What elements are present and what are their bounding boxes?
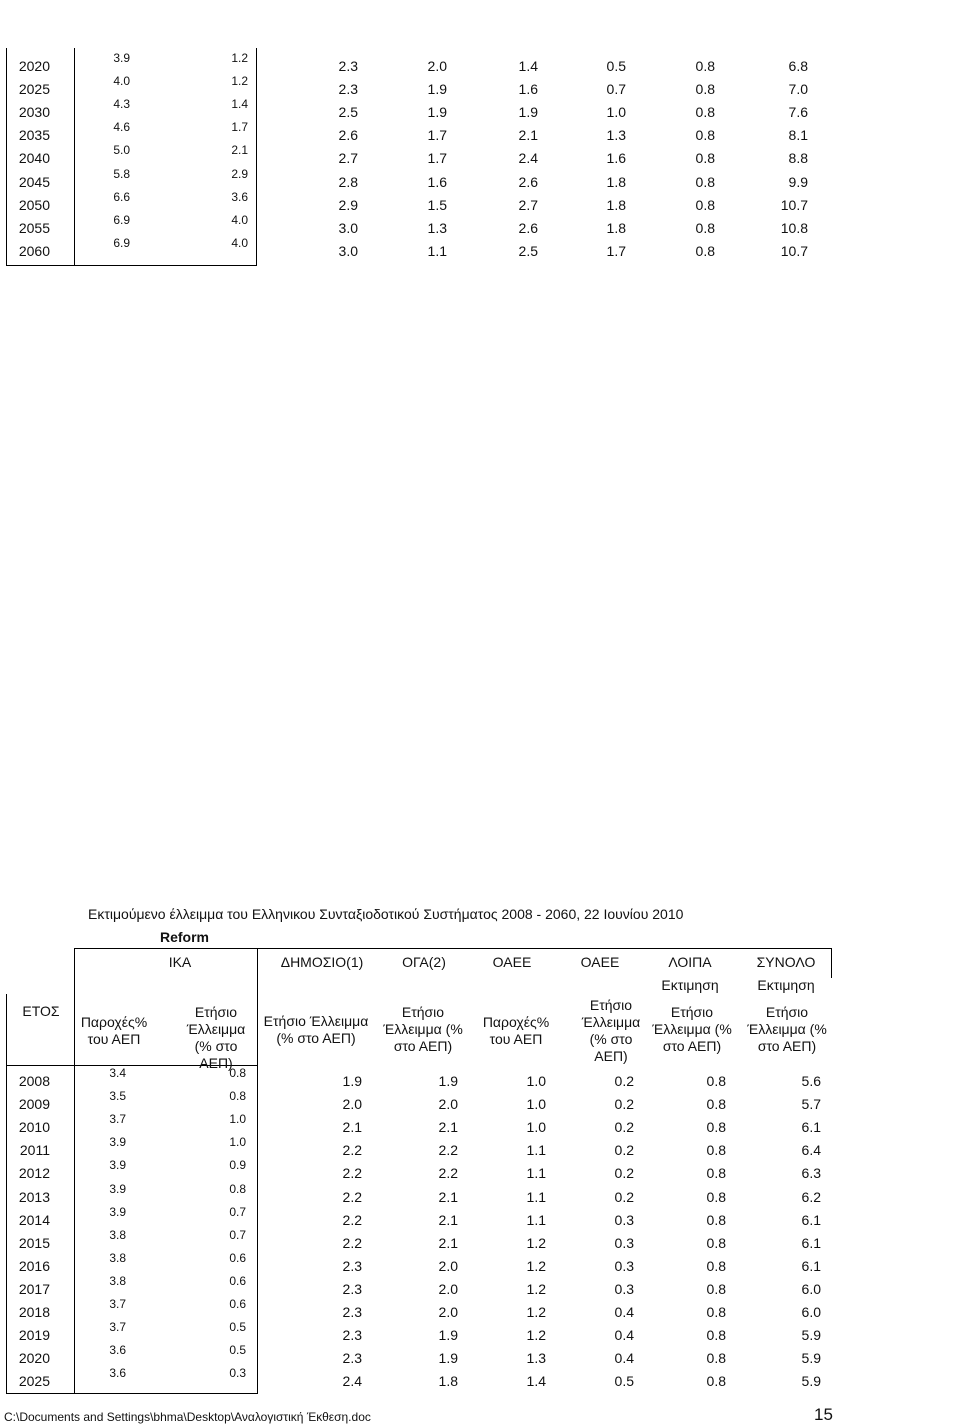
total-deficit-cell: 6.3 xyxy=(801,1165,821,1182)
subheader-oga-deficit: Ετήσιο Έλλειμμα (% στο ΑΕΠ) xyxy=(383,1004,463,1054)
table-title: Εκτιμούμενο έλλειμμα του Ελληνικου Συνταξιοδοτικού Συστήματος 2008 - 2060, 22 Ιουνίου 2010 xyxy=(88,906,684,922)
ika-deficit-cell: 0.6 xyxy=(229,1297,246,1311)
ika-deficit-cell: 0.7 xyxy=(229,1227,246,1242)
total-deficit-cell: 10.7 xyxy=(780,196,808,213)
total-deficit-cell: 6.2 xyxy=(801,1188,821,1205)
loipa-deficit-cell: 0.8 xyxy=(706,1350,726,1367)
ika-provisions-cell: 3.8 xyxy=(109,1273,126,1288)
year-cell: 2017 xyxy=(18,1280,50,1297)
dimosio-deficit-cell: 2.6 xyxy=(338,127,358,144)
loipa-deficit-cell: 0.8 xyxy=(706,1165,726,1182)
total-deficit-cell: 6.1 xyxy=(801,1234,821,1251)
ika-provisions-cell: 6.9 xyxy=(113,212,130,227)
dimosio-deficit-cell: 3.0 xyxy=(338,242,358,259)
subheader-ika-provisions: Παροχές% του ΑΕΠ xyxy=(80,1014,148,1047)
oaee-provisions-cell: 1.2 xyxy=(526,1327,546,1344)
ika-deficit-cell: 0.6 xyxy=(229,1250,246,1265)
oga-deficit-cell: 2.0 xyxy=(427,58,447,74)
oaee-deficit-cell: 1.8 xyxy=(606,196,626,213)
year-header: ΕΤΟΣ xyxy=(22,1003,60,1019)
reform-label: Reform xyxy=(160,929,210,945)
year-cell: 2025 xyxy=(18,81,50,98)
ika-provisions-cell: 5.8 xyxy=(113,166,130,181)
total-deficit-cell: 6.0 xyxy=(801,1304,821,1320)
total-deficit-cell: 10.8 xyxy=(780,219,808,236)
subheader-oaee-deficit: Ετήσιο Έλλειμμα (% στο ΑΕΠ) xyxy=(581,997,641,1064)
dimosio-deficit-cell: 2.8 xyxy=(338,173,358,190)
loipa-deficit-cell: 0.8 xyxy=(706,1142,726,1159)
ika-deficit-cell: 1.2 xyxy=(231,74,248,89)
table1-divider xyxy=(74,48,75,266)
ika-deficit-cell: 1.2 xyxy=(231,51,248,65)
dimosio-deficit-cell: 2.7 xyxy=(338,150,358,167)
year-cell: 2010 xyxy=(18,1119,50,1136)
table1-divider xyxy=(256,48,257,266)
subheader-loipa-deficit: Ετήσιο Έλλειμμα (% στο ΑΕΠ) xyxy=(652,1004,732,1054)
oaee-deficit-cell: 0.3 xyxy=(614,1211,634,1228)
dimosio-deficit-cell: 2.2 xyxy=(342,1142,362,1159)
total-deficit-cell: 8.8 xyxy=(788,150,808,167)
ika-provisions-cell: 5.0 xyxy=(113,143,130,158)
table1-bottom-border xyxy=(6,265,257,266)
year-cell: 2020 xyxy=(18,1350,50,1367)
oaee-deficit-cell: 0.2 xyxy=(614,1073,634,1089)
ika-deficit-cell: 0.8 xyxy=(229,1066,246,1080)
oaee-provisions-cell: 1.2 xyxy=(526,1280,546,1297)
oga-deficit-cell: 1.9 xyxy=(438,1350,458,1367)
year-cell: 2040 xyxy=(18,150,50,167)
loipa-deficit-cell: 0.8 xyxy=(706,1211,726,1228)
dimosio-deficit-cell: 2.3 xyxy=(342,1280,362,1297)
oga-deficit-cell: 2.1 xyxy=(438,1119,458,1136)
dimosio-deficit-cell: 2.3 xyxy=(342,1327,362,1344)
ika-provisions-cell: 4.0 xyxy=(113,74,130,89)
loipa-deficit-cell: 0.8 xyxy=(706,1119,726,1136)
oaee-deficit-cell: 0.4 xyxy=(614,1304,634,1320)
ika-provisions-cell: 3.9 xyxy=(109,1158,126,1173)
total-deficit-cell: 10.7 xyxy=(780,242,808,259)
loipa-deficit-cell: 0.8 xyxy=(695,219,715,236)
subheader-oaee-provisions: Παροχές% του ΑΕΠ xyxy=(482,1014,550,1047)
oaee-provisions-cell: 1.4 xyxy=(518,58,538,74)
ika-provisions-cell: 3.5 xyxy=(109,1089,126,1104)
dimosio-deficit-cell: 1.9 xyxy=(342,1073,362,1089)
loipa-deficit-cell: 0.8 xyxy=(706,1096,726,1113)
total-deficit-cell: 5.6 xyxy=(801,1073,821,1089)
oaee-provisions-cell: 1.0 xyxy=(526,1119,546,1136)
year-cell: 2055 xyxy=(18,219,50,236)
oaee-provisions-cell: 1.1 xyxy=(526,1142,546,1159)
total-deficit-cell: 6.0 xyxy=(801,1280,821,1297)
dimosio-deficit-cell: 2.0 xyxy=(342,1096,362,1113)
oaee-deficit-cell: 0.2 xyxy=(614,1142,634,1159)
oga-deficit-cell: 1.7 xyxy=(427,127,447,144)
dimosio-deficit-cell: 2.3 xyxy=(342,1257,362,1274)
loipa-deficit-cell: 0.8 xyxy=(706,1280,726,1297)
ika-deficit-cell: 3.6 xyxy=(231,189,248,204)
table2-top-border xyxy=(74,948,832,949)
ika-provisions-cell: 3.7 xyxy=(109,1112,126,1127)
ika-provisions-cell: 3.6 xyxy=(109,1366,126,1381)
table2-bottom-border xyxy=(6,1393,258,1394)
total-deficit-cell: 5.9 xyxy=(801,1350,821,1367)
oaee-provisions-cell: 2.1 xyxy=(518,127,538,144)
total-deficit-cell: 6.4 xyxy=(801,1142,821,1159)
loipa-deficit-cell: 0.8 xyxy=(706,1373,726,1390)
ika-provisions-cell: 3.9 xyxy=(109,1204,126,1219)
ika-deficit-cell: 0.7 xyxy=(229,1204,246,1219)
year-cell: 2015 xyxy=(18,1234,50,1251)
loipa-deficit-cell: 0.8 xyxy=(706,1188,726,1205)
loipa-deficit-cell: 0.8 xyxy=(695,196,715,213)
oaee-provisions-cell: 1.2 xyxy=(526,1257,546,1274)
oaee-deficit-cell: 0.3 xyxy=(614,1280,634,1297)
oga-deficit-cell: 1.9 xyxy=(427,104,447,121)
oaee-deficit-cell: 0.4 xyxy=(614,1350,634,1367)
year-cell: 2014 xyxy=(18,1211,50,1228)
loipa-deficit-cell: 0.8 xyxy=(706,1327,726,1344)
oaee-deficit-cell: 1.3 xyxy=(606,127,626,144)
ika-deficit-cell: 1.0 xyxy=(229,1135,246,1150)
ika-provisions-cell: 4.6 xyxy=(113,120,130,135)
oaee-deficit-cell: 0.3 xyxy=(614,1257,634,1274)
ika-provisions-cell: 3.6 xyxy=(109,1343,126,1358)
total-deficit-cell: 7.0 xyxy=(788,81,808,98)
oga-deficit-cell: 1.9 xyxy=(438,1327,458,1344)
group-header-dimosio: ΔΗΜΟΣΙΟ(1) xyxy=(280,954,364,970)
loipa-deficit-cell: 0.8 xyxy=(695,81,715,98)
ika-provisions-cell: 3.8 xyxy=(109,1227,126,1242)
ika-deficit-cell: 4.0 xyxy=(231,235,248,250)
loipa-deficit-cell: 0.8 xyxy=(695,104,715,121)
oga-deficit-cell: 1.6 xyxy=(427,173,447,190)
estimate-label: Εκτιμηση xyxy=(661,977,719,993)
ika-deficit-cell: 4.0 xyxy=(231,212,248,227)
loipa-deficit-cell: 0.8 xyxy=(706,1234,726,1251)
total-deficit-cell: 7.6 xyxy=(788,104,808,121)
ika-provisions-cell: 3.7 xyxy=(109,1320,126,1335)
ika-deficit-cell: 1.4 xyxy=(231,97,248,112)
oga-deficit-cell: 1.1 xyxy=(427,242,447,259)
ika-deficit-cell: 2.1 xyxy=(231,143,248,158)
oaee-provisions-cell: 1.0 xyxy=(526,1073,546,1089)
oga-deficit-cell: 2.1 xyxy=(438,1211,458,1228)
ika-deficit-cell: 0.3 xyxy=(229,1366,246,1381)
oaee-deficit-cell: 1.6 xyxy=(606,150,626,167)
table2-divider xyxy=(257,948,258,1394)
ika-deficit-cell: 1.7 xyxy=(231,120,248,135)
oaee-deficit-cell: 1.7 xyxy=(606,242,626,259)
oga-deficit-cell: 1.5 xyxy=(427,196,447,213)
oaee-provisions-cell: 2.5 xyxy=(518,242,538,259)
total-deficit-cell: 5.7 xyxy=(801,1096,821,1113)
oga-deficit-cell: 1.9 xyxy=(438,1073,458,1089)
oaee-deficit-cell: 0.5 xyxy=(614,1373,634,1390)
year-cell: 2045 xyxy=(18,173,50,190)
year-cell: 2060 xyxy=(18,242,50,259)
oaee-deficit-cell: 1.0 xyxy=(606,104,626,121)
year-cell: 2012 xyxy=(18,1165,50,1182)
oaee-deficit-cell: 0.2 xyxy=(614,1096,634,1113)
ika-deficit-cell: 0.8 xyxy=(229,1089,246,1104)
oaee-deficit-cell: 1.8 xyxy=(606,219,626,236)
total-deficit-cell: 6.1 xyxy=(801,1119,821,1136)
oaee-provisions-cell: 2.6 xyxy=(518,219,538,236)
oaee-provisions-cell: 1.1 xyxy=(526,1211,546,1228)
group-header-oaee: ΟΑΕΕ xyxy=(580,954,620,970)
year-cell: 2011 xyxy=(19,1142,50,1159)
oaee-deficit-cell: 1.8 xyxy=(606,173,626,190)
group-header-loipa: ΛΟΙΠΑ xyxy=(668,954,712,970)
group-header-synolo: ΣΥΝΟΛΟ xyxy=(756,954,816,970)
year-cell: 2035 xyxy=(18,127,50,144)
oaee-provisions-cell: 1.1 xyxy=(526,1188,546,1205)
ika-deficit-cell: 2.9 xyxy=(231,166,248,181)
total-deficit-cell: 5.9 xyxy=(801,1373,821,1390)
oga-deficit-cell: 2.2 xyxy=(438,1165,458,1182)
oga-deficit-cell: 2.1 xyxy=(438,1188,458,1205)
loipa-deficit-cell: 0.8 xyxy=(706,1257,726,1274)
loipa-deficit-cell: 0.8 xyxy=(695,127,715,144)
ika-provisions-cell: 3.9 xyxy=(109,1135,126,1150)
oaee-provisions-cell: 1.4 xyxy=(526,1373,546,1390)
table2-right-border xyxy=(831,948,832,978)
oaee-provisions-cell: 2.7 xyxy=(518,196,538,213)
year-cell: 2009 xyxy=(18,1096,50,1113)
ika-deficit-cell: 0.5 xyxy=(229,1320,246,1335)
ika-deficit-cell: 1.0 xyxy=(229,1112,246,1127)
oaee-deficit-cell: 0.5 xyxy=(606,58,626,74)
oaee-provisions-cell: 1.2 xyxy=(526,1304,546,1320)
dimosio-deficit-cell: 2.3 xyxy=(338,81,358,98)
page-number: 15 xyxy=(814,1405,833,1424)
loipa-deficit-cell: 0.8 xyxy=(706,1304,726,1320)
ika-deficit-cell: 0.8 xyxy=(229,1181,246,1196)
year-cell: 2030 xyxy=(18,104,50,121)
ika-provisions-cell: 3.9 xyxy=(113,51,130,65)
subheader-total-deficit: Ετήσιο Έλλειμμα (% στο ΑΕΠ) xyxy=(747,1004,827,1054)
dimosio-deficit-cell: 2.5 xyxy=(338,104,358,121)
year-cell: 2013 xyxy=(18,1188,50,1205)
year-cell: 2018 xyxy=(18,1304,50,1320)
dimosio-deficit-cell: 3.0 xyxy=(338,219,358,236)
ika-provisions-cell: 4.3 xyxy=(113,97,130,112)
oga-deficit-cell: 1.9 xyxy=(427,81,447,98)
dimosio-deficit-cell: 2.9 xyxy=(338,196,358,213)
oaee-deficit-cell: 0.7 xyxy=(606,81,626,98)
loipa-deficit-cell: 0.8 xyxy=(695,242,715,259)
total-deficit-cell: 6.8 xyxy=(788,58,808,74)
total-deficit-cell: 5.9 xyxy=(801,1327,821,1344)
ika-provisions-cell: 3.8 xyxy=(109,1250,126,1265)
ika-provisions-cell: 3.9 xyxy=(109,1181,126,1196)
group-header-ika: ΙΚΑ xyxy=(168,954,192,970)
year-cell: 2020 xyxy=(18,58,50,74)
oga-deficit-cell: 1.8 xyxy=(438,1373,458,1390)
oaee-provisions-cell: 1.3 xyxy=(526,1350,546,1367)
year-cell: 2019 xyxy=(18,1327,50,1344)
total-deficit-cell: 6.1 xyxy=(801,1211,821,1228)
total-deficit-cell: 9.9 xyxy=(788,173,808,190)
oga-deficit-cell: 2.0 xyxy=(438,1304,458,1320)
oga-deficit-cell: 2.2 xyxy=(438,1142,458,1159)
ika-provisions-cell: 6.9 xyxy=(113,235,130,250)
oaee-deficit-cell: 0.4 xyxy=(614,1327,634,1344)
table2-divider xyxy=(74,948,75,1394)
dimosio-deficit-cell: 2.3 xyxy=(342,1304,362,1320)
ika-deficit-cell: 0.5 xyxy=(229,1343,246,1358)
estimate-label: Εκτιμηση xyxy=(757,977,815,993)
oaee-provisions-cell: 1.0 xyxy=(526,1096,546,1113)
total-deficit-cell: 6.1 xyxy=(801,1257,821,1274)
dimosio-deficit-cell: 2.2 xyxy=(342,1165,362,1182)
oaee-provisions-cell: 1.9 xyxy=(518,104,538,121)
ika-deficit-cell: 0.6 xyxy=(229,1273,246,1288)
oaee-provisions-cell: 2.6 xyxy=(518,173,538,190)
year-cell: 2016 xyxy=(18,1257,50,1274)
oga-deficit-cell: 1.3 xyxy=(427,219,447,236)
oaee-provisions-cell: 1.1 xyxy=(526,1165,546,1182)
group-header-oga: ΟΓΑ(2) xyxy=(402,954,446,970)
dimosio-deficit-cell: 2.2 xyxy=(342,1188,362,1205)
oaee-deficit-cell: 0.3 xyxy=(614,1234,634,1251)
subheader-ika-deficit: Ετήσιο Έλλειμμα (% στο ΑΕΠ) xyxy=(186,1004,246,1071)
year-cell: 2008 xyxy=(18,1073,50,1089)
dimosio-deficit-cell: 2.3 xyxy=(342,1350,362,1367)
oaee-provisions-cell: 2.4 xyxy=(518,150,538,167)
oaee-deficit-cell: 0.2 xyxy=(614,1188,634,1205)
oga-deficit-cell: 2.0 xyxy=(438,1257,458,1274)
oga-deficit-cell: 2.0 xyxy=(438,1096,458,1113)
dimosio-deficit-cell: 2.3 xyxy=(338,58,358,74)
ika-provisions-cell: 6.6 xyxy=(113,189,130,204)
loipa-deficit-cell: 0.8 xyxy=(695,58,715,74)
oaee-deficit-cell: 0.2 xyxy=(614,1165,634,1182)
year-cell: 2050 xyxy=(18,196,50,213)
group-header-oaee: ΟΑΕΕ xyxy=(492,954,532,970)
dimosio-deficit-cell: 2.1 xyxy=(342,1119,362,1136)
ika-deficit-cell: 0.9 xyxy=(229,1158,246,1173)
dimosio-deficit-cell: 2.4 xyxy=(342,1373,362,1390)
loipa-deficit-cell: 0.8 xyxy=(706,1073,726,1089)
total-deficit-cell: 8.1 xyxy=(788,127,808,144)
oaee-provisions-cell: 1.2 xyxy=(526,1234,546,1251)
oaee-provisions-cell: 1.6 xyxy=(518,81,538,98)
oga-deficit-cell: 2.1 xyxy=(438,1234,458,1251)
subheader-dimosio-deficit: Ετήσιο Έλλειμμα (% στο ΑΕΠ) xyxy=(263,1013,369,1046)
loipa-deficit-cell: 0.8 xyxy=(695,150,715,167)
year-cell: 2025 xyxy=(18,1373,50,1390)
oga-deficit-cell: 1.7 xyxy=(427,150,447,167)
oaee-deficit-cell: 0.2 xyxy=(614,1119,634,1136)
loipa-deficit-cell: 0.8 xyxy=(695,173,715,190)
ika-provisions-cell: 3.4 xyxy=(109,1066,126,1080)
dimosio-deficit-cell: 2.2 xyxy=(342,1211,362,1228)
dimosio-deficit-cell: 2.2 xyxy=(342,1234,362,1251)
ika-provisions-cell: 3.7 xyxy=(109,1297,126,1311)
document-path: C:\Documents and Settings\bhma\Desktop\Αναλογιστική Έκθεση.doc xyxy=(4,1410,371,1424)
oga-deficit-cell: 2.0 xyxy=(438,1280,458,1297)
